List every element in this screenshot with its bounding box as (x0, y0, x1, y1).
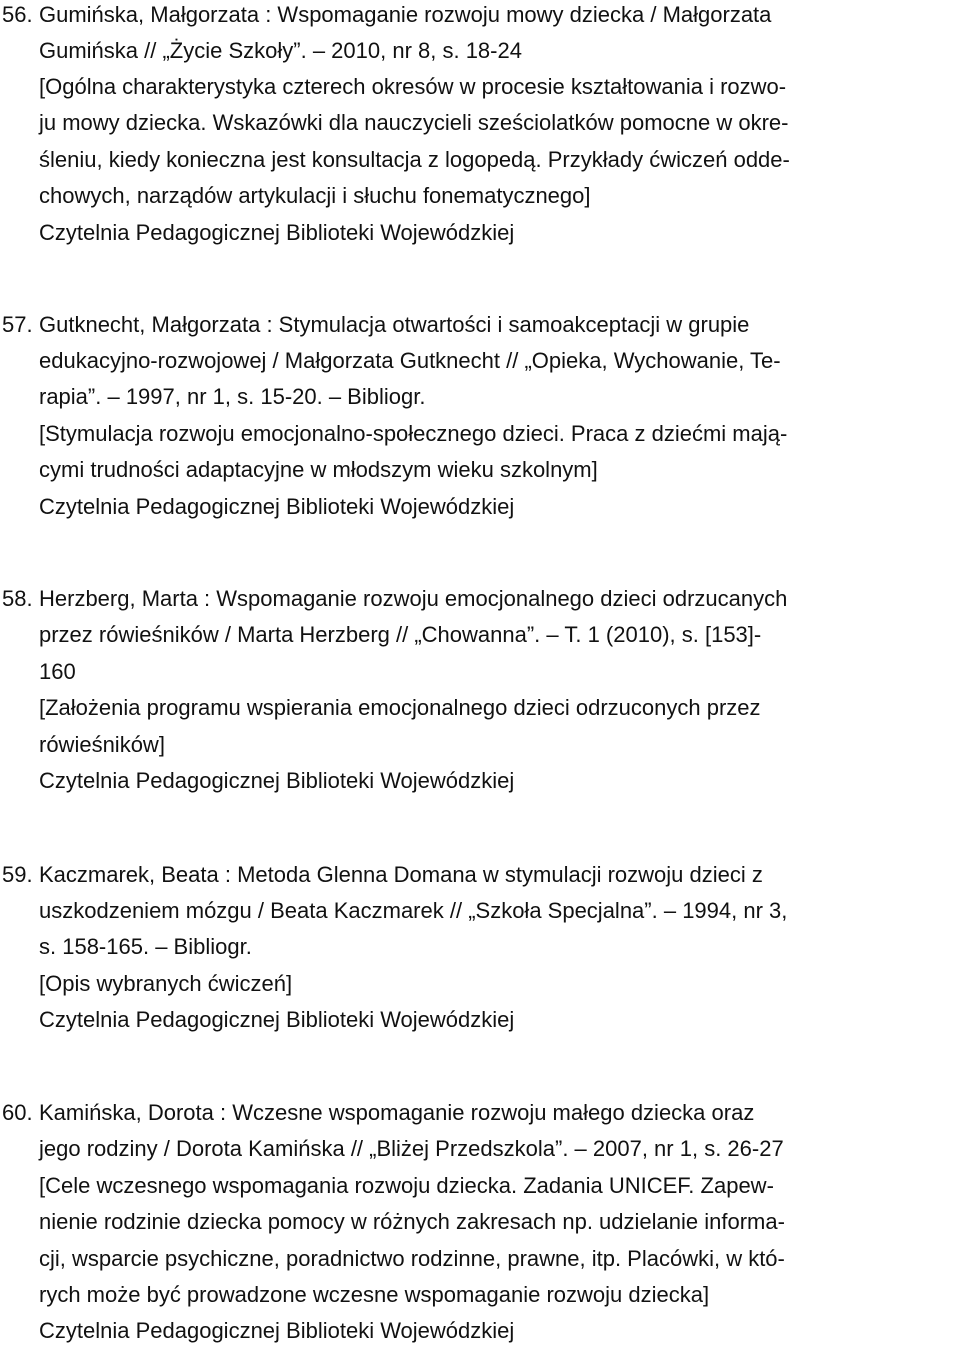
entry-text-line: s. 158-165. – Bibliogr. (39, 934, 252, 959)
entry-number: 58. (2, 586, 33, 611)
entry-text-line: [Ogólna charakterystyka czterech okresów w procesie kształtowania i rozwo- (39, 74, 787, 99)
library-location: Czytelnia Pedagogicznej Biblioteki Wojewódzkiej (39, 1007, 515, 1032)
entry-text-line: przez rówieśników / Marta Herzberg // „Chowanna”. – T. 1 (2010), s. [153]- (39, 622, 762, 647)
entry-text-line: [Stymulacja rozwoju emocjonalno-społecznego dzieci. Praca z dziećmi mają- (39, 421, 788, 446)
entry-number: 56. (2, 2, 33, 27)
entry-text-line: Gumińska, Małgorzata : Wspomaganie rozwoju mowy dziecka / Małgorzata (39, 2, 772, 27)
library-location: Czytelnia Pedagogicznej Biblioteki Wojewódzkiej (39, 1318, 515, 1343)
entry-text-line: Kamińska, Dorota : Wczesne wspomaganie rozwoju małego dziecka oraz (39, 1100, 755, 1125)
entry-text-line: 160 (39, 659, 76, 684)
entry-text-line: nienie rodzinie dziecka pomocy w różnych zakresach np. udzielanie informa- (39, 1209, 785, 1234)
library-location: Czytelnia Pedagogicznej Biblioteki Wojewódzkiej (39, 768, 515, 793)
library-location: Czytelnia Pedagogicznej Biblioteki Wojewódzkiej (39, 220, 515, 245)
entry-text-line: śleniu, kiedy konieczna jest konsultacja z logopedą. Przykłady ćwiczeń odde- (39, 147, 790, 172)
entry-text-line: rych może być prowadzone wczesne wspomaganie rozwoju dziecka] (39, 1282, 710, 1307)
entry-number: 57. (2, 312, 33, 337)
entry-text-line: rapia”. – 1997, nr 1, s. 15-20. – Bibliogr. (39, 384, 426, 409)
entry-text-line: jego rodziny / Dorota Kamińska // „Bliżej Przedszkola”. – 2007, nr 1, s. 26-27 (39, 1136, 784, 1161)
entry-text-line: Gutknecht, Małgorzata : Stymulacja otwartości i samoakceptacji w grupie (39, 312, 750, 337)
entry-text-line: [Założenia programu wspierania emocjonalnego dzieci odrzuconych przez (39, 695, 761, 720)
entry-text-line: Kaczmarek, Beata : Metoda Glenna Domana w stymulacji rozwoju dzieci z (39, 862, 763, 887)
entry-text-line: uszkodzeniem mózgu / Beata Kaczmarek // „Szkoła Specjalna”. – 1994, nr 3, (39, 898, 788, 923)
library-location: Czytelnia Pedagogicznej Biblioteki Wojewódzkiej (39, 494, 515, 519)
entry-text-line: ju mowy dziecka. Wskazówki dla nauczycieli sześciolatków pomocne w okre- (39, 110, 789, 135)
entry-text-line: Herzberg, Marta : Wspomaganie rozwoju emocjonalnego dzieci odrzucanych (39, 586, 788, 611)
entry-text-line: rówieśników] (39, 732, 165, 757)
entry-number: 60. (2, 1100, 33, 1125)
entry-number: 59. (2, 862, 33, 887)
entry-text-line: chowych, narządów artykulacji i słuchu fonematycznego] (39, 183, 591, 208)
entry-text-line: Gumińska // „Życie Szkoły”. – 2010, nr 8, s. 18-24 (39, 38, 522, 63)
entry-text-line: edukacyjno-rozwojowej / Małgorzata Gutknecht // „Opieka, Wychowanie, Te- (39, 348, 781, 373)
entry-text-line: [Cele wczesnego wspomagania rozwoju dziecka. Zadania UNICEF. Zapew- (39, 1173, 774, 1198)
entry-text-line: cymi trudności adaptacyjne w młodszym wieku szkolnym] (39, 457, 598, 482)
entry-text-line: [Opis wybranych ćwiczeń] (39, 971, 293, 996)
entry-text-line: cji, wsparcie psychiczne, poradnictwo rodzinne, prawne, itp. Placówki, w któ- (39, 1246, 785, 1271)
